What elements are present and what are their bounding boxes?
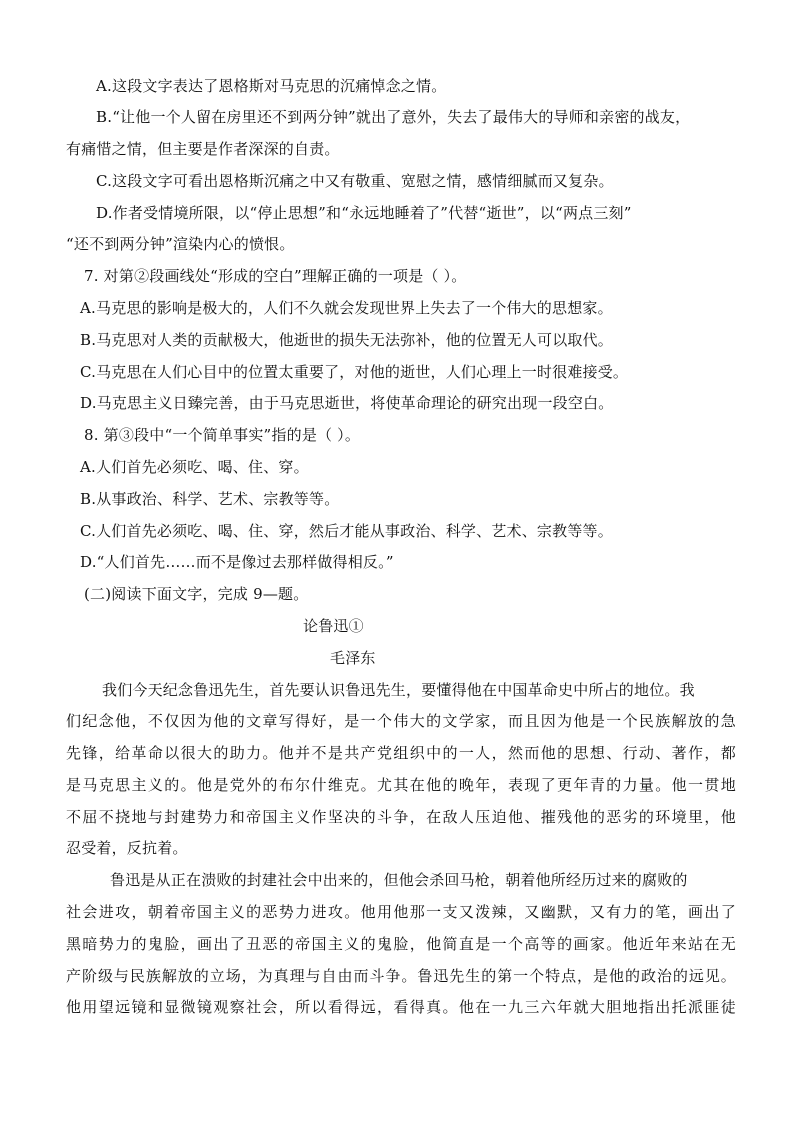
q8-option-c: C.人们首先必须吃、喝、住、穿，然后才能从事政治、科学、艺术、宗教等等。	[80, 522, 613, 540]
q8-option-b: B.从事政治、科学、艺术、宗教等等。	[80, 490, 340, 508]
paragraph-2-line: 黑暗势力的鬼脸，画出了丑恶的帝国主义的鬼脸，他简直是一个高等的画家。他近年来站在无	[66, 935, 736, 953]
paragraph-2-line: 他用望远镜和显微镜观察社会，所以看得远，看得真。他在一九三六年就大胆地指出托派匪徒	[66, 998, 736, 1016]
passage-author: 毛泽东	[330, 649, 376, 667]
paragraph-1-line: 我们今天纪念鲁迅先生，首先要认识鲁迅先生，要懂得他在中国革命史中所占的地位。我	[102, 681, 695, 699]
paragraph-1-line: 忍受着，反抗着。	[66, 839, 188, 857]
paragraph-1-line: 们纪念他，不仅因为他的文章写得好，是一个伟大的文学家，而且因为他是一个民族解放的急	[66, 712, 736, 730]
paragraph-2-line: 社会进攻，朝着帝国主义的恶势力进攻。他用他那一支又泼辣，又幽默，又有力的笔，画出了	[66, 903, 736, 921]
q8-stem: 8. 第③段中“一个简单事实”指的是（ ）。	[84, 426, 361, 444]
q6-option-d-line2: “还不到两分钟”渲染内心的愤恨。	[66, 235, 295, 253]
paragraph-2-line: 鲁迅是从正在溃败的封建社会中出来的，但他会杀回马枪，朝着他所经历过来的腐败的	[110, 871, 688, 889]
q8-option-a: A.人们首先必须吃、喝、住、穿。	[80, 458, 309, 476]
paragraph-2-line: 产阶级与民族解放的立场，为真理与自由而斗争。鲁迅先生的第一个特点，是他的政治的远见。	[66, 967, 736, 985]
q6-option-b-line2: 有痛惜之情，但主要是作者深深的自责。	[66, 140, 340, 158]
q6-option-a: A.这段文字表达了恩格斯对马克思的沉痛悼念之情。	[96, 77, 447, 95]
q8-option-d: D.“人们首先……而不是像过去那样做得相反。”	[80, 553, 394, 571]
q7-option-b: B.马克思对人类的贡献极大，他逝世的损失无法弥补，他的位置无人可以取代。	[80, 331, 613, 349]
passage-title: 论鲁迅①	[303, 617, 364, 635]
paragraph-1-line: 先锋，给革命以很大的助力。他并不是共产党组织中的一人，然而他的思想、行动、著作，都	[66, 744, 736, 762]
paragraph-1-line: 是马克思主义的。他是党外的布尔什维克。尤其在他的晚年，表现了更年青的力量。他一贯地	[66, 776, 736, 794]
q7-option-a: A.马克思的影响是极大的，人们不久就会发现世界上失去了一个伟大的思想家。	[80, 299, 613, 317]
paragraph-1-line: 不屈不挠地与封建势力和帝国主义作坚决的斗争，在敌人压迫他、摧残他的恶劣的环境里，他	[66, 808, 736, 826]
q7-stem: 7. 对第②段画线处“形成的空白”理解正确的一项是（ ）。	[84, 267, 467, 285]
q6-option-c: C.这段文字可看出恩格斯沉痛之中又有敬重、宽慰之情，感情细腻而又复杂。	[96, 172, 614, 190]
q7-option-c: C.马克思在人们心目中的位置太重要了，对他的逝世，人们心理上一时很难接受。	[80, 363, 629, 381]
q6-option-b-line1: B.“让他一个人留在房里还不到两分钟”就出了意外，失去了最伟大的导师和亲密的战友，	[96, 108, 691, 126]
q6-option-d-line1: D.作者受情境所限，以“停止思想”和“永远地睡着了”代替“逝世”，以“两点三刻”	[96, 204, 632, 222]
section-intro: (二)阅读下面文字，完成 9—题。	[84, 585, 309, 603]
q7-option-d: D.马克思主义日臻完善，由于马克思逝世，将使革命理论的研究出现一段空白。	[80, 394, 614, 412]
